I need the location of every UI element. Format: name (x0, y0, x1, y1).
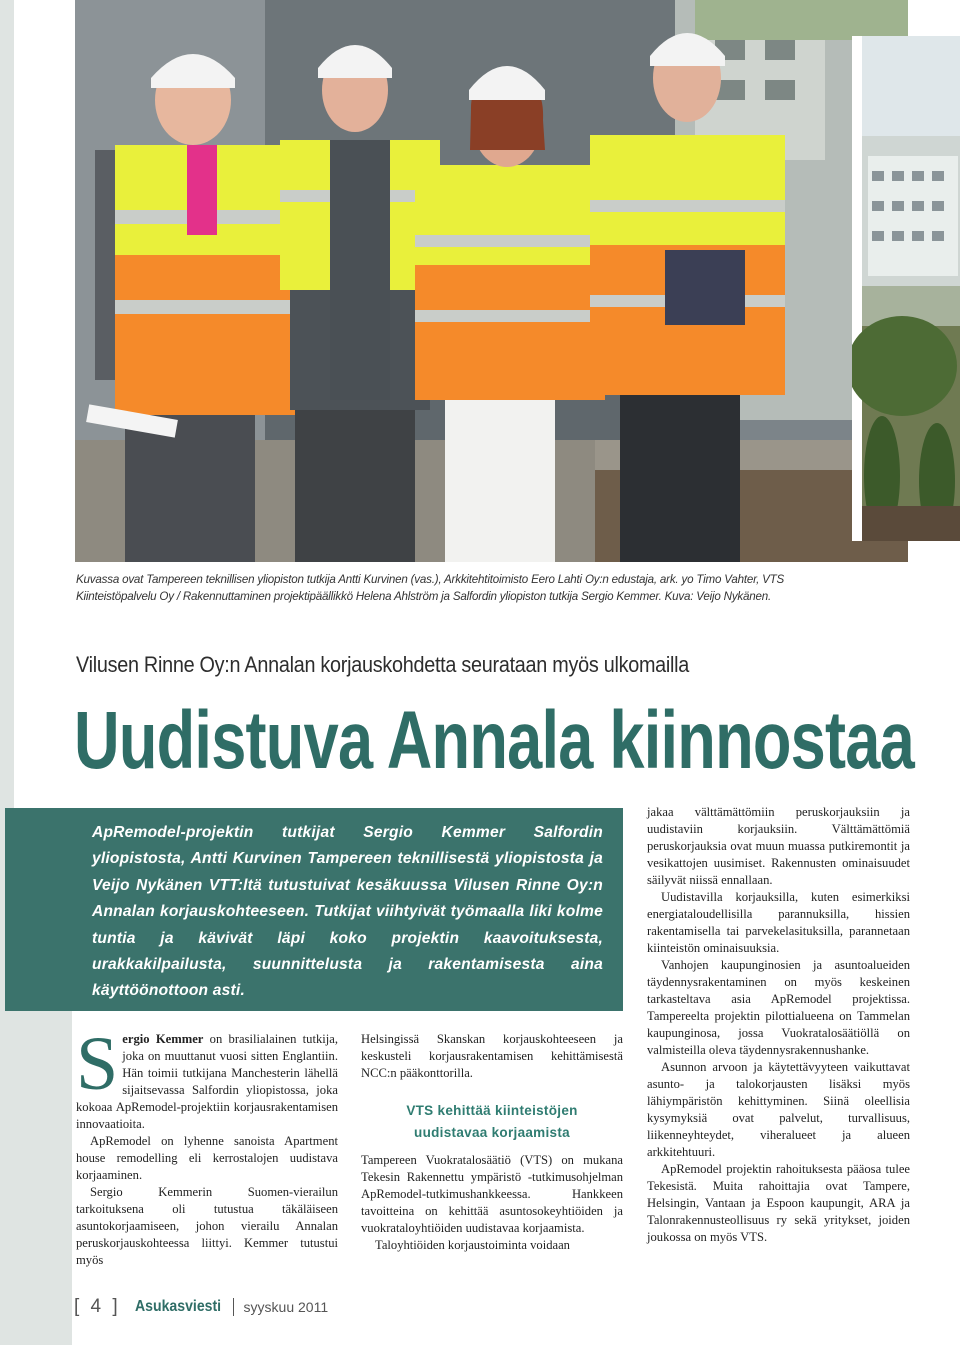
col3-paragraph-5: ApRemodel projektin rahoituksesta pääosa tulee Tekesistä. Muita rahoittajia ovat Tampere, Helsingin, Vantaan ja Espoon kaupungit, ARA ja Talonrakennusteollisuus ry sekä yritykset, joiden joukossa on myös VTS. (647, 1162, 910, 1244)
kicker: Vilusen Rinne Oy:n Annalan korjauskohdetta seurataan myös ulkomailla (76, 652, 690, 677)
page-footer (74, 1294, 328, 1320)
col1-paragraph-3: Sergio Kemmerin Suomen-vierailun tarkoituksena oli tutustua täkäläiseen asuntokorjaamiseen, johon vierailu Annalan peruskorjauskohteessa liittyi. Kemmer tutustui myös (76, 1185, 338, 1267)
footer-divider (233, 1298, 234, 1316)
section-subhead (361, 1100, 623, 1144)
page-number: [ 4 ] (74, 1296, 121, 1317)
issue-date: syyskuu 2011 (243, 1299, 329, 1315)
lead-name: ergio Kemmer (122, 1032, 204, 1046)
col3-paragraph-3: Vanhojen kaupunginosien ja asuntoalueiden täydennysrakentaminen on myös keskeinen tarkasteltava asia ApRemodel projektissa. Tampereelta projektin pilottialueena on Tammelan kaupunginosa, jossa Vuokratalosäätiöllä on valmisteilla oleva täydennysrakennushanke. (647, 958, 910, 1057)
subhead-line-1: VTS kehittää kiinteistöjen (406, 1103, 578, 1118)
column-2 (361, 1031, 623, 1254)
col2-paragraph-3: Taloyhtiöiden korjaustoiminta voidaan (375, 1238, 570, 1252)
col2-paragraph-2: Tampereen Vuokratalosäätiö (VTS) on mukana Tekesin Rakennettu ympäristö -tutkimusohjelman ApRemodel-tutkimushankkeessa. Hankkeen tavoitteina on kehittää asuntosokeyhtiöiden ja vuokrataloyhtiöiden uudistavaa korjaamista. (361, 1153, 623, 1235)
headline: Uudistuva Annala kiinnostaa (74, 695, 914, 786)
col1-p1-text: on brasilialainen tutkija, joka on muuttanut vuosi sitten Englantiin. Hän toimii tutkijana Manchesterin lähellä sijaitsevassa Salfordin yliopistossa, joka kokoaa ApRemodel-projektiin korjausrakentamisen innovaatioita. (76, 1032, 338, 1131)
main-photo (75, 0, 908, 562)
col3-paragraph-2: Uudistavilla korjauksilla, kuten esimerkiksi energiataloudellisilla parannuksilla, hissien rakentamisella tai parvekelasituksilla, parannetaan kiinteistön ominaisuuksia. (647, 890, 910, 955)
col3-paragraph-1: jakaa välttämättömiin peruskorjauksiin ja uudistaviin korjauksiin. Välttämättömiä peruskorjauksia ovat muun muassa putkiremontit ja vesikattojen uusimiset. Rakennusten ominaisuudet säilyvät niissä ennallaan. (647, 805, 910, 887)
column-3 (647, 804, 910, 1246)
magazine-name: Asukasviesti (134, 1298, 221, 1315)
col2-paragraph-1: Helsingissä Skanskan korjauskohteeseen ja keskusteli korjausrakentamisen kehittämisestä NCC:n pääkonttorilla. (361, 1032, 623, 1080)
drop-cap: S (76, 1022, 119, 1106)
col1-paragraph-1 (76, 1022, 338, 1133)
subhead-line-2: uudistavaa korjaamista (414, 1125, 570, 1140)
lead-paragraph: ApRemodel-projektin tutkijat Sergio Kemmer Salfordin yliopistosta, Antti Kurvinen Tampereen teknillisestä yliopistosta ja Veijo Nykänen VTT:ltä tutustuivat kesäkuussa Vilusen Rinne Oy:n Annalan korjauskohteeseen. Tutkijat viihtyivät työmaalla liki kolme tuntia ja kävivät läpi koko projektin kaavoituksesta, urakkakilpailusta, suunnittelusta ja rakentamisesta aina käyttöönottoon asti. (92, 824, 603, 1000)
column-1 (76, 1022, 338, 1269)
photo-caption: Kuvassa ovat Tampereen teknillisen yliopiston tutkija Antti Kurvinen (vas.), Arkkitehtitoimisto Eero Lahti Oy:n edustaja, ark. yo Timo Vahter, VTS Kiinteistöpalvelu Oy / Rakennuttaminen projektipäällikkö Helena Ahlström ja Salfordin yliopiston tutkija Sergio Kemmer. Kuva: Veijo Nykänen. (76, 573, 785, 603)
col3-paragraph-4: Asunnon arvoon ja käytettävyyteen vaikuttavat asunto- ja talokorjausten lisäksi myös lähiympäristön kehittyminen. Siinä oleellisia kysymyksiä ovat palvelut, turvallisuus, liikenneyhteydet, viheralueet ja alueen arkkitehtuuri. (647, 1060, 910, 1159)
inset-photo (852, 36, 960, 541)
lead-box (5, 808, 623, 1011)
col1-paragraph-2: ApRemodel on lyhenne sanoista Apartment house remodelling eli kerrostalojen uudistava korjaaminen. (76, 1134, 338, 1182)
